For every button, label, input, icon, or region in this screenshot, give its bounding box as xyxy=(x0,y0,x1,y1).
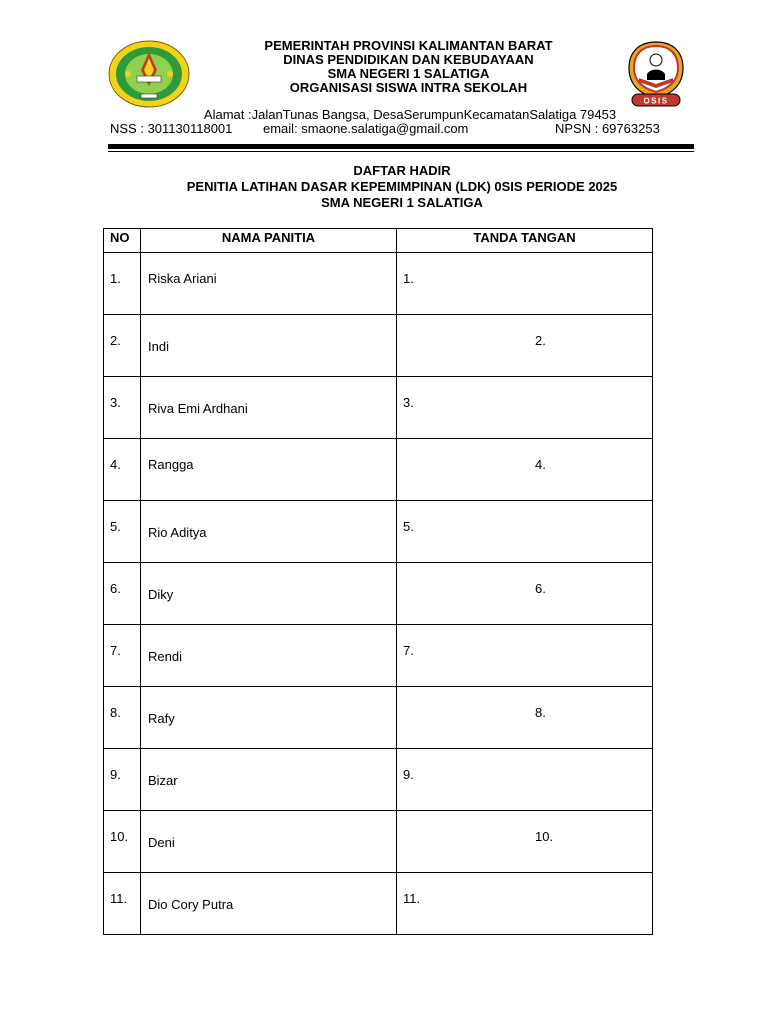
committee-member-name: Rafy xyxy=(148,711,175,726)
row-number: 11. xyxy=(110,891,128,906)
cell-name xyxy=(141,253,397,315)
cell-no xyxy=(104,749,141,811)
cell-no xyxy=(104,439,141,501)
committee-member-name: Bizar xyxy=(148,773,178,788)
committee-member-name: Indi xyxy=(148,339,169,354)
header-no: NO xyxy=(104,229,141,253)
attendance-row xyxy=(104,873,653,935)
osis-logo-lettering: OSIS xyxy=(643,96,669,106)
cell-signature xyxy=(397,439,653,501)
letterhead-divider-thick xyxy=(108,144,694,149)
cell-name xyxy=(141,377,397,439)
signature-number: 5. xyxy=(403,519,414,534)
letterhead-address: Alamat :JalanTunas Bangsa, DesaSerumpunKecamatanSalatiga 79453 xyxy=(203,107,617,122)
header-name: NAMA PANITIA xyxy=(141,229,397,253)
committee-member-name: Rendi xyxy=(148,649,182,664)
row-number: 3. xyxy=(110,395,121,410)
cell-no xyxy=(104,811,141,873)
cell-signature xyxy=(397,253,653,315)
cell-signature xyxy=(397,811,653,873)
signature-number: 8. xyxy=(535,705,546,720)
committee-member-name: Riva Emi Ardhani xyxy=(148,401,248,416)
row-number: 1. xyxy=(110,271,121,286)
signature-number: 6. xyxy=(535,581,546,596)
row-number: 7. xyxy=(110,643,121,658)
cell-signature xyxy=(397,625,653,687)
letterhead-line-department: DINAS PENDIDIKAN DAN KEBUDAYAAN xyxy=(283,52,534,67)
committee-member-name: Riska Ariani xyxy=(148,271,217,286)
cell-name xyxy=(141,315,397,377)
attendance-row xyxy=(104,439,653,501)
row-number: 9. xyxy=(110,767,121,782)
cell-name xyxy=(141,439,397,501)
row-number: 8. xyxy=(110,705,121,720)
cell-no xyxy=(104,501,141,563)
document-title: DAFTAR HADIR xyxy=(353,163,451,178)
cell-name xyxy=(141,873,397,935)
header-signature: TANDA TANGAN xyxy=(397,229,653,253)
attendance-header-row xyxy=(104,229,653,253)
letterhead-line-school: SMA NEGERI 1 SALATIGA xyxy=(327,66,490,81)
row-number: 2. xyxy=(110,333,121,348)
attendance-row xyxy=(104,377,653,439)
cell-no xyxy=(104,563,141,625)
cell-no xyxy=(104,253,141,315)
row-number: 4. xyxy=(110,457,121,472)
attendance-row xyxy=(104,749,653,811)
letterhead-line-organization: ORGANISASI SISWA INTRA SEKOLAH xyxy=(289,80,528,95)
row-number: 10. xyxy=(110,829,129,844)
attendance-row xyxy=(104,501,653,563)
letterhead-email: email: smaone.salatiga@gmail.com xyxy=(263,121,469,136)
cell-no xyxy=(104,873,141,935)
signature-number: 3. xyxy=(403,395,414,410)
cell-no xyxy=(104,377,141,439)
document-subtitle: PENITIA LATIHAN DASAR KEPEMIMPINAN (LDK) 0SIS PERIODE 2025 xyxy=(186,179,618,194)
cell-no xyxy=(104,625,141,687)
cell-signature xyxy=(397,749,653,811)
cell-signature xyxy=(397,377,653,439)
signature-number: 9. xyxy=(403,767,414,782)
attendance-table xyxy=(103,228,653,935)
committee-member-name: Dio Cory Putra xyxy=(148,897,234,912)
cell-name xyxy=(141,749,397,811)
committee-member-name: Deni xyxy=(148,835,175,850)
letterhead-npsn: NPSN : 69763253 xyxy=(555,121,660,136)
attendance-row xyxy=(104,687,653,749)
cell-name xyxy=(141,811,397,873)
row-number: 5. xyxy=(110,519,121,534)
attendance-row xyxy=(104,253,653,315)
cell-signature xyxy=(397,563,653,625)
cell-signature xyxy=(397,873,653,935)
attendance-row xyxy=(104,563,653,625)
signature-number: 10. xyxy=(535,829,554,844)
attendance-row xyxy=(104,625,653,687)
signature-number: 4. xyxy=(535,457,546,472)
signature-number: 2. xyxy=(535,333,546,348)
cell-no xyxy=(104,687,141,749)
signature-number: 11. xyxy=(403,891,421,906)
letterhead-nss: NSS : 301130118001 xyxy=(110,121,233,136)
cell-name xyxy=(141,501,397,563)
document-school: SMA NEGERI 1 SALATIGA xyxy=(321,195,483,210)
attendance-row xyxy=(104,315,653,377)
committee-member-name: Diky xyxy=(148,587,174,602)
committee-member-name: Rangga xyxy=(148,457,194,472)
cell-signature xyxy=(397,315,653,377)
osis-emblem-logo xyxy=(627,40,685,108)
cell-signature xyxy=(397,501,653,563)
signature-number: 1. xyxy=(403,271,414,286)
cell-signature xyxy=(397,687,653,749)
cell-name xyxy=(141,625,397,687)
cell-no xyxy=(104,315,141,377)
province-emblem-logo xyxy=(108,40,190,108)
cell-name xyxy=(141,563,397,625)
letterhead-line-province: PEMERINTAH PROVINSI KALIMANTAN BARAT xyxy=(264,38,553,53)
attendance-row xyxy=(104,811,653,873)
cell-name xyxy=(141,687,397,749)
committee-member-name: Rio Aditya xyxy=(148,525,207,540)
signature-number: 7. xyxy=(403,643,414,658)
row-number: 6. xyxy=(110,581,121,596)
letterhead-divider-thin xyxy=(108,151,694,152)
